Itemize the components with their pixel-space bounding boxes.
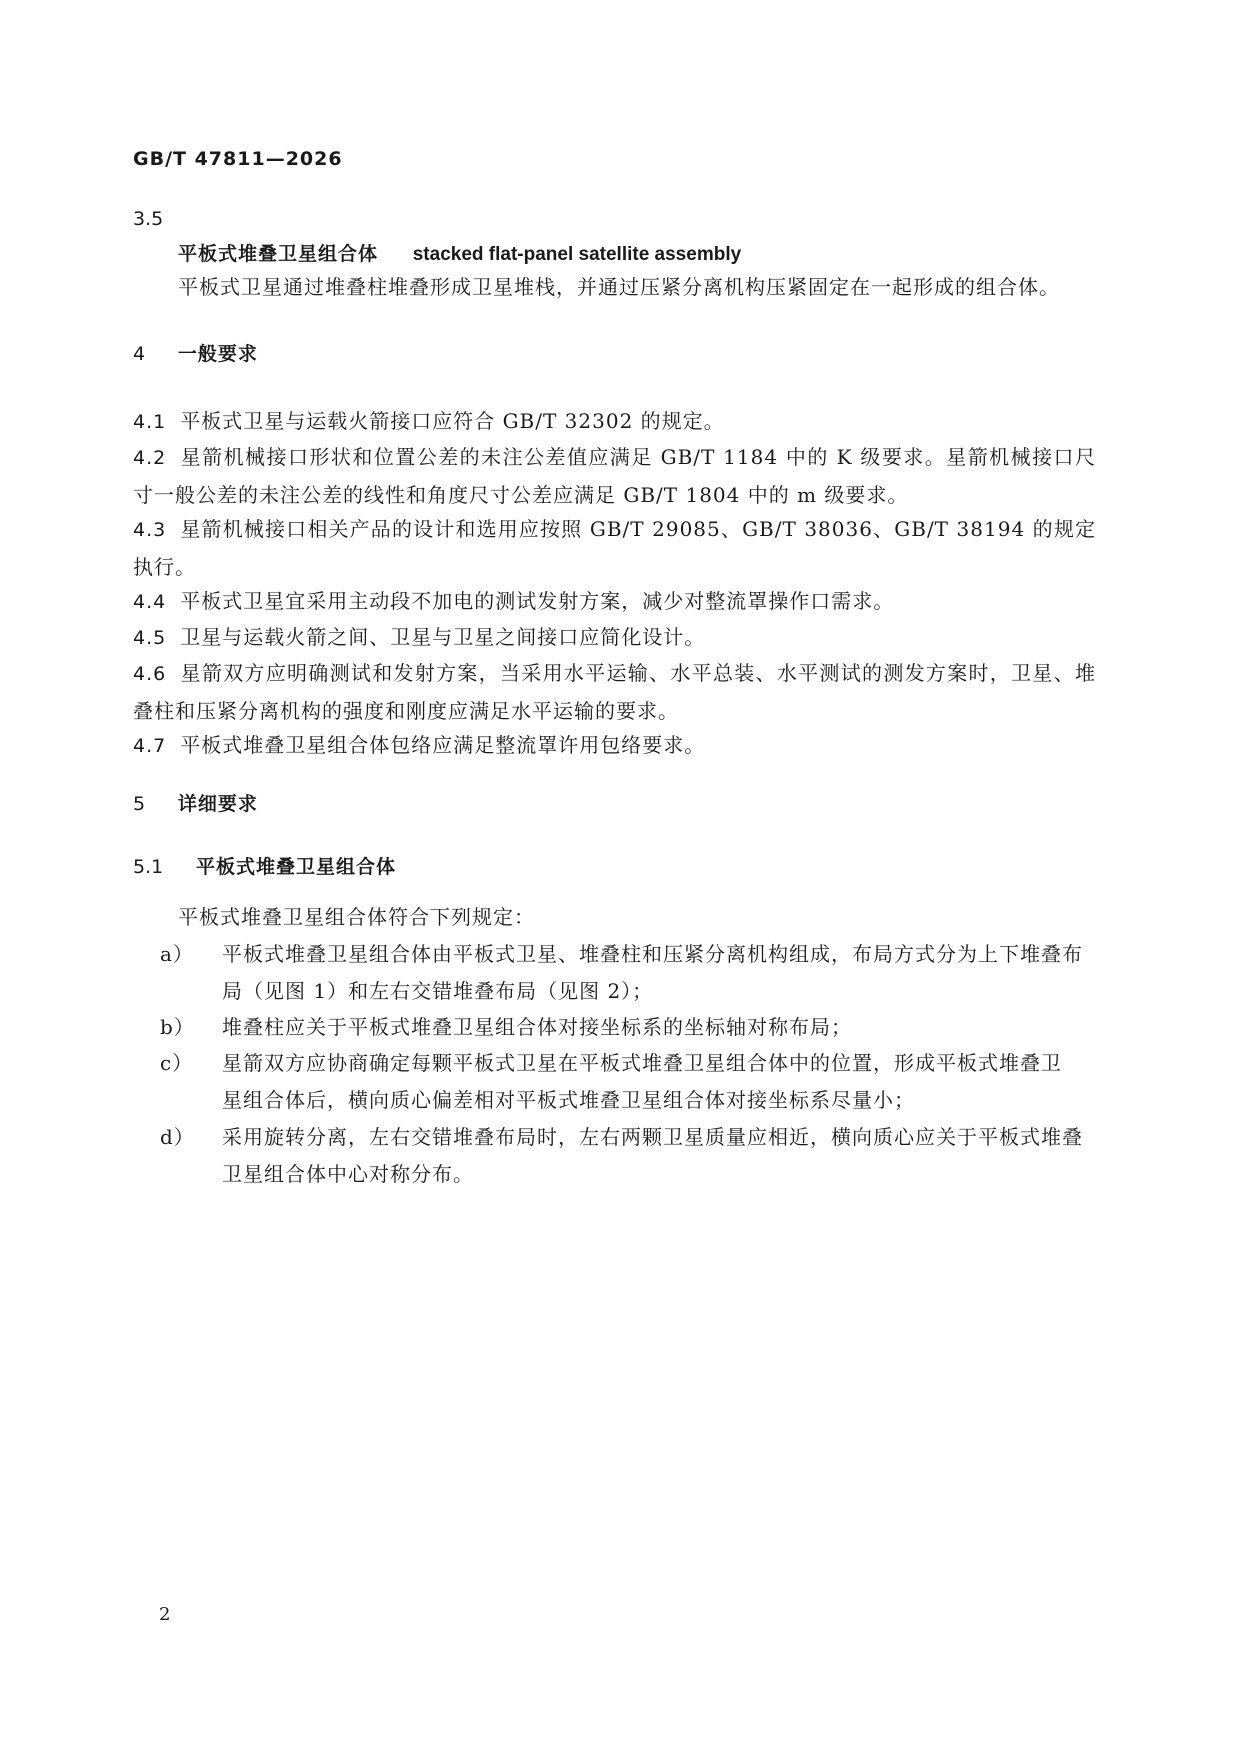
clause-4-7: [133, 727, 1096, 765]
term-number: 3.5: [133, 208, 164, 230]
section-number: 5: [133, 793, 146, 815]
clause-4-5: [133, 619, 1096, 657]
term-en: stacked flat-panel satellite assembly: [412, 244, 742, 265]
subsection-intro: 平板式堆叠卫星组合体符合下列规定：: [178, 905, 535, 929]
list-text-line2: 局（见图 1）和左右交错堆叠布局（见图 2）；: [222, 979, 654, 1003]
clause-4-2: [133, 439, 1096, 514]
list-label: d）: [160, 1125, 195, 1149]
clause-number: 4.1: [133, 411, 167, 433]
clause-number: 4.2: [133, 447, 167, 469]
clause-4-1: [133, 403, 1093, 441]
clause-4-3: [133, 511, 1096, 586]
list-text-line2: 卫星组合体中心对称分布。: [222, 1162, 474, 1186]
subsection-number: 5.1: [133, 856, 164, 878]
clause-number: 4.6: [133, 663, 167, 685]
clause-text: 平板式堆叠卫星组合体包络应满足整流罩许用包络要求。: [180, 733, 706, 757]
clause-text: 卫星与运载火箭之间、卫星与卫星之间接口应简化设计。: [180, 625, 706, 649]
clause-4-6: [133, 655, 1096, 730]
list-text-line1: 星箭双方应协商确定每颗平板式卫星在平板式堆叠卫星组合体中的位置，形成平板式堆叠卫: [222, 1051, 1062, 1075]
list-text-line1: 堆叠柱应关于平板式堆叠卫星组合体对接坐标系的坐标轴对称布局；: [222, 1015, 852, 1039]
list-label: b）: [160, 1015, 195, 1039]
list-text-line1: 平板式堆叠卫星组合体由平板式卫星、堆叠柱和压紧分离机构组成，布局方式分为上下堆叠布: [222, 942, 1083, 966]
subsection-title: 平板式堆叠卫星组合体: [195, 856, 396, 878]
clause-number: 4.5: [133, 627, 167, 649]
standard-code-header: GB/T 47811—2026: [133, 148, 343, 170]
section-4-heading: [133, 340, 258, 367]
clause-number: 4.7: [133, 735, 167, 757]
section-number: 4: [133, 343, 146, 365]
clause-text: 平板式卫星宜采用主动段不加电的测试发射方案，减少对整流罩操作口需求。: [180, 589, 895, 613]
clause-number: 4.4: [133, 591, 167, 613]
clause-number: 4.3: [133, 519, 167, 541]
section-title: 一般要求: [177, 343, 258, 365]
section-title: 详细要求: [177, 793, 258, 815]
page-number: 2: [159, 1604, 171, 1625]
clause-4-4: [133, 583, 1096, 621]
list-text-line1: 采用旋转分离，左右交错堆叠布局时，左右两颗卫星质量应相近，横向质心应关于平板式堆叠: [222, 1125, 1083, 1149]
term-title: [178, 240, 741, 268]
list-label: c）: [160, 1051, 194, 1075]
clause-text: 星箭机械接口相关产品的设计和选用应按照 GB/T 29085、GB/T 38036、GB/T 38194 的规定执行。: [133, 517, 1096, 579]
term-cn: 平板式堆叠卫星组合体: [178, 243, 379, 265]
section-5-heading: [133, 790, 258, 817]
subsection-5-1-heading: [133, 853, 396, 880]
clause-text: 平板式卫星与运载火箭接口应符合 GB/T 32302 的规定。: [180, 409, 725, 433]
clause-text: 星箭双方应明确测试和发射方案，当采用水平运输、水平总装、水平测试的测发方案时，卫星、堆叠柱和压紧分离机构的强度和刚度应满足水平运输的要求。: [133, 661, 1096, 723]
term-definition: 平板式卫星通过堆叠柱堆叠形成卫星堆栈，并通过压紧分离机构压紧固定在一起形成的组合体。: [178, 275, 1060, 299]
clause-text: 星箭机械接口形状和位置公差的未注公差值应满足 GB/T 1184 中的 K 级要求。星箭机械接口尺寸一般公差的未注公差的线性和角度尺寸公差应满足 GB/T 1804 中的 m 级要求。: [133, 445, 1096, 507]
list-label: a）: [160, 942, 194, 966]
list-text-line2: 星组合体后，横向质心偏差相对平板式堆叠卫星组合体对接坐标系尽量小；: [222, 1088, 915, 1112]
